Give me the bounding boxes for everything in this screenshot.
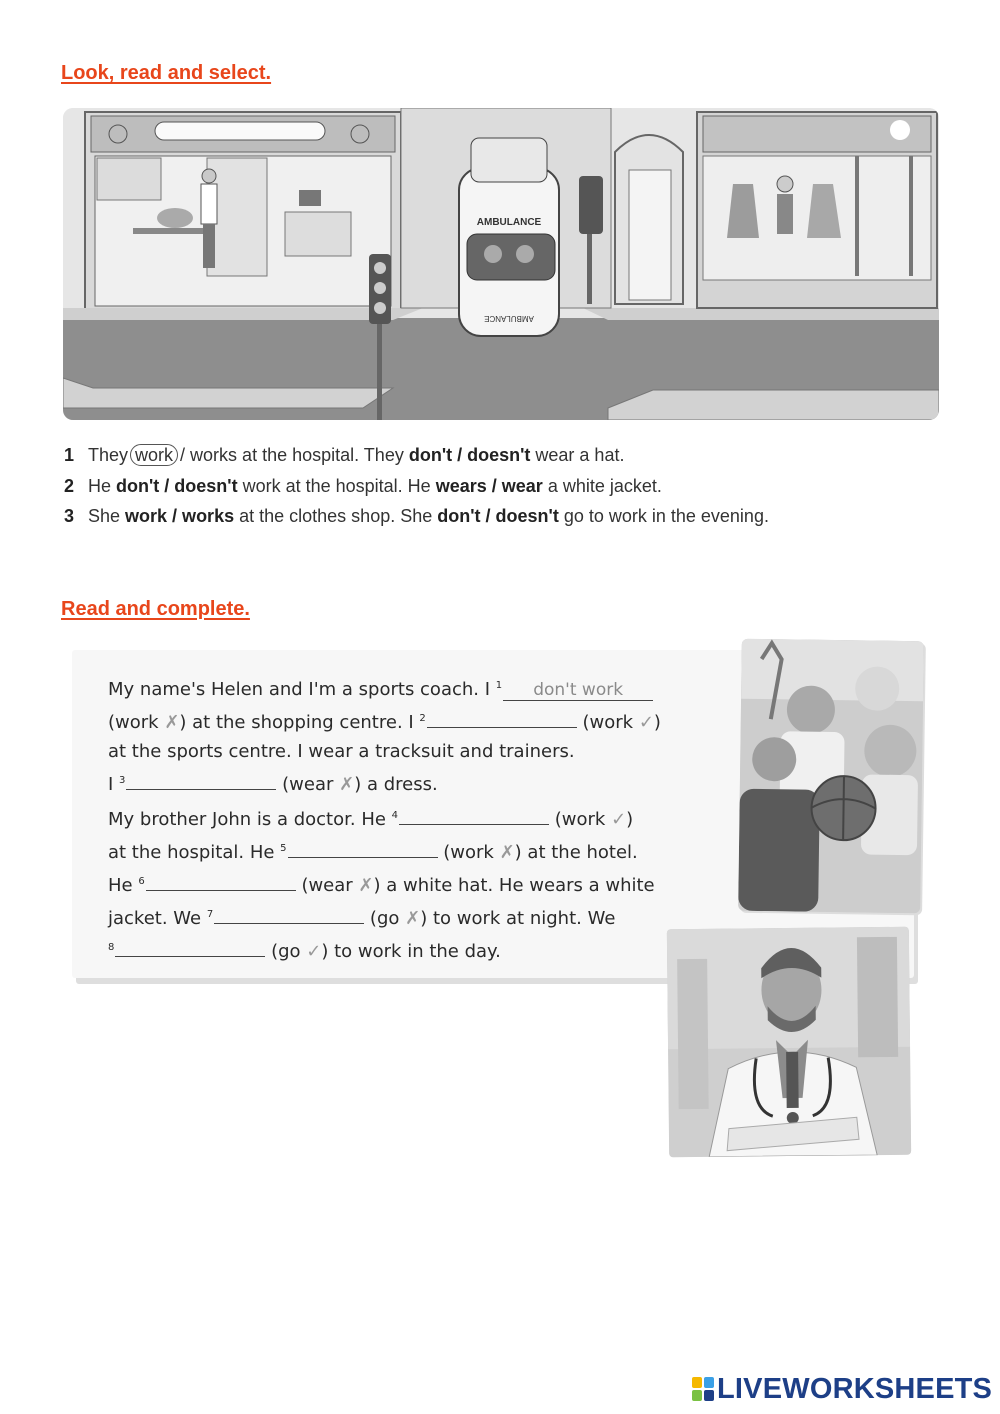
text: ) xyxy=(653,712,661,733)
select-sentences xyxy=(64,440,944,532)
text: (go xyxy=(265,941,307,962)
logo-square-navy xyxy=(704,1390,714,1401)
text: jacket. We xyxy=(108,908,207,929)
choice-dont-doesnt[interactable]: don't / doesn't xyxy=(116,475,238,496)
cross-icon: ✗ xyxy=(358,875,374,896)
gap-number: 1 xyxy=(495,680,503,691)
text: ) at the hotel. xyxy=(514,842,638,863)
gap-number: 8 xyxy=(108,942,115,953)
gap-6-input[interactable] xyxy=(146,870,296,891)
gap-2-input[interactable] xyxy=(427,707,577,728)
text: My brother John is a doctor. He xyxy=(108,809,392,830)
text: (work xyxy=(576,712,639,733)
svg-text:AMBULANCE: AMBULANCE xyxy=(476,217,542,228)
text: He xyxy=(108,875,139,896)
cross-icon: ✗ xyxy=(164,712,180,733)
gap-4-input[interactable] xyxy=(399,804,549,825)
gap-number: 3 xyxy=(119,775,126,786)
paragraph-2 xyxy=(108,801,748,966)
text: at the hospital. He xyxy=(108,842,281,863)
logo-square-blue xyxy=(704,1377,714,1388)
text: I xyxy=(108,774,120,795)
sentence-text: She xyxy=(88,506,121,526)
sentence-text: They xyxy=(88,445,129,465)
reading-text xyxy=(108,671,748,966)
gap-number: 5 xyxy=(280,843,287,854)
tick-icon: ✓ xyxy=(306,941,322,962)
ambulance xyxy=(459,138,559,336)
sentence-text: at the clothes shop. She xyxy=(239,506,433,526)
gap-5-input[interactable] xyxy=(288,837,438,858)
text: (wear xyxy=(295,875,359,896)
text: My name's Helen and I'm a sports coach. I xyxy=(108,679,496,700)
sentence-text: a white jacket. xyxy=(547,475,662,496)
photo-sports-coach xyxy=(738,639,924,914)
photo-doctor xyxy=(667,927,911,1158)
logo-square-yellow xyxy=(692,1377,702,1388)
choice-dont-doesnt[interactable]: don't / doesn't xyxy=(437,506,559,526)
text: at the sports centre. I wear a tracksuit and trainers. xyxy=(108,741,575,762)
sentence-text: work at the hospital. He xyxy=(242,475,431,496)
sentence-text: go to work in the evening. xyxy=(563,506,769,526)
sentence-2 xyxy=(64,471,944,502)
paragraph-1 xyxy=(108,671,748,799)
gap-number: 4 xyxy=(391,810,399,821)
logo-square-green xyxy=(692,1390,702,1401)
tick-icon: ✓ xyxy=(638,712,654,733)
logo-text: LIVEWORKSHEETS xyxy=(717,1372,993,1405)
text: ) a white hat. He wears a white xyxy=(373,875,655,896)
gap-number: 2 xyxy=(419,713,426,724)
text: (work xyxy=(549,809,612,830)
circled-choice-work[interactable]: work xyxy=(130,444,178,466)
cross-icon: ✗ xyxy=(339,774,355,795)
street-scene-illustration xyxy=(63,108,939,420)
cross-icon: ✗ xyxy=(499,842,515,863)
gap-number: 7 xyxy=(206,909,214,920)
choice-work-works[interactable]: work / works xyxy=(125,506,235,526)
sentence-3 xyxy=(64,501,944,532)
liveworksheets-logo-icon xyxy=(692,1377,714,1401)
sentence-number: 2 xyxy=(64,475,75,496)
text: ) to work at night. We xyxy=(420,908,616,929)
gap-number: 6 xyxy=(138,876,145,887)
choice-wears-wear[interactable]: wears / wear xyxy=(435,475,543,496)
cross-icon: ✗ xyxy=(405,908,421,929)
gap-7-input[interactable] xyxy=(214,903,364,924)
sentence-number: 1 xyxy=(64,445,75,465)
choice-dont-doesnt[interactable]: don't / doesn't xyxy=(408,445,531,465)
text: ) at the shopping centre. I xyxy=(179,712,420,733)
liveworksheets-logo[interactable] xyxy=(692,1372,992,1406)
sentence-1 xyxy=(64,440,944,471)
text: ) xyxy=(626,809,634,830)
text: (work xyxy=(437,842,500,863)
text: ) a dress. xyxy=(354,774,438,795)
text: (wear xyxy=(276,774,340,795)
tick-icon: ✓ xyxy=(611,809,627,830)
sentence-text: wear a hat. xyxy=(535,445,625,465)
sentence-text: / works at the hospital. They xyxy=(180,445,404,465)
gap-1-input[interactable]: don't work xyxy=(503,680,653,701)
sentence-text: He xyxy=(88,475,112,496)
gap-8-input[interactable] xyxy=(115,936,265,957)
section-heading-read-complete: Read and complete. xyxy=(61,598,250,620)
text: (work xyxy=(108,712,165,733)
sentence-number: 3 xyxy=(64,506,75,526)
gap-3-input[interactable] xyxy=(126,769,276,790)
svg-text:AMBULANCE: AMBULANCE xyxy=(484,314,534,323)
text: (go xyxy=(364,908,406,929)
text: ) to work in the day. xyxy=(321,941,501,962)
section-heading-look-read-select: Look, read and select. xyxy=(61,62,272,84)
